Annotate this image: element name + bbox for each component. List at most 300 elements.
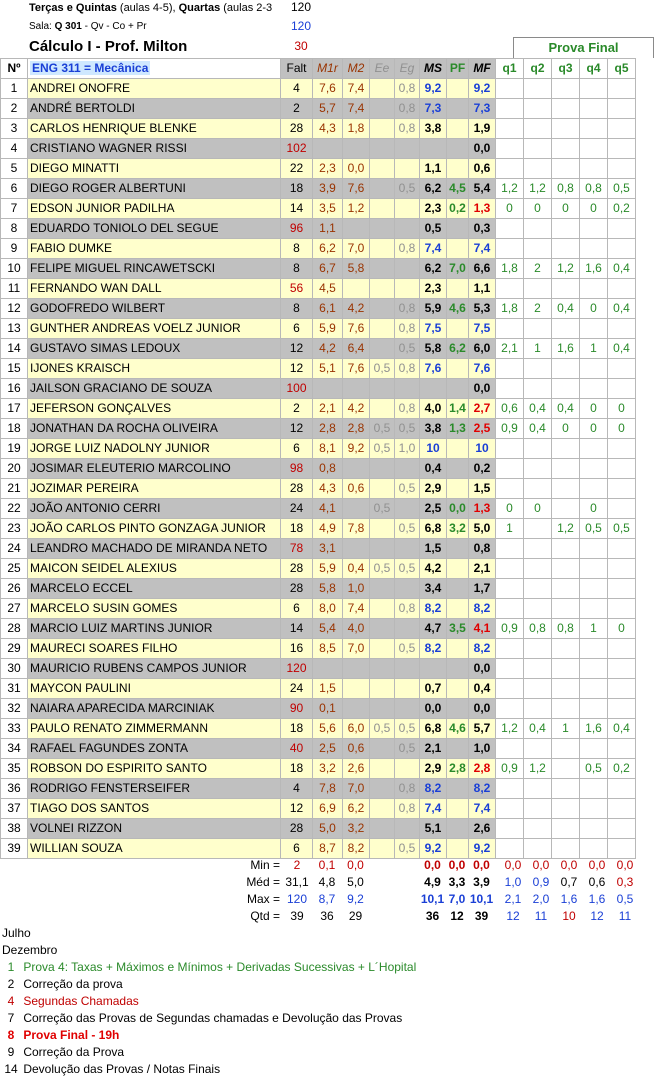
q1-cell [496,159,524,179]
q3-cell [552,779,580,799]
eg-cell: 0,5 [395,839,420,859]
m1r-cell: 6,1 [313,299,343,319]
ee-cell [370,219,395,239]
row-number: 7 [1,199,28,219]
m1r-cell: 2,1 [313,399,343,419]
absences-cell: 4 [281,79,313,99]
student-name: JORGE LUIZ NADOLNY JUNIOR [28,439,281,459]
q5-cell: 0,5 [608,179,636,199]
m2-cell [343,539,370,559]
ee-cell [370,339,395,359]
q3-cell [552,359,580,379]
student-name: DIEGO ROGER ALBERTUNI [28,179,281,199]
pf-cell: 7,0 [447,259,469,279]
row-number: 4 [1,139,28,159]
row-number: 20 [1,459,28,479]
pf-cell: 0,0 [447,499,469,519]
col-q3: q3 [552,59,580,79]
col-q2: q2 [524,59,552,79]
pf-cell: 3,5 [447,619,469,639]
schedule-days-1: Terças e Quintas [29,2,117,14]
stat-ms: 10,1 [420,892,445,906]
student-name: RAFAEL FAGUNDES ZONTA [28,739,281,759]
m1r-cell: 6,2 [313,239,343,259]
absences-cell: 120 [281,659,313,679]
q1-cell [496,279,524,299]
ee-cell [370,619,395,639]
table-row [1,679,636,699]
absences-cell: 40 [281,739,313,759]
mf-cell: 2,5 [469,419,496,439]
mf-cell: 8,2 [469,779,496,799]
ee-cell [370,199,395,219]
q2-cell: 0,8 [524,619,552,639]
m2-cell: 7,0 [343,779,370,799]
absences-cell: 12 [281,359,313,379]
ee-cell [370,599,395,619]
q2-cell [524,279,552,299]
row-number: 38 [1,819,28,839]
absences-cell: 18 [281,759,313,779]
absences-cell: 12 [281,419,313,439]
stat-mf: 3,9 [473,875,490,889]
q2-cell [524,659,552,679]
ee-cell [370,519,395,539]
student-name: WILLIAN SOUZA [28,839,281,859]
col-mf: MF [469,59,496,79]
m2-cell [343,679,370,699]
pf-cell: 2,8 [447,759,469,779]
eg-cell: 0,8 [395,779,420,799]
q5-cell [608,559,636,579]
absences-cell: 28 [281,819,313,839]
mf-cell: 0,6 [469,159,496,179]
row-number: 31 [1,679,28,699]
mf-cell: 0,0 [469,659,496,679]
mf-cell: 1,3 [469,499,496,519]
ms-cell: 0,7 [420,679,447,699]
q2-cell [524,579,552,599]
student-name: ANDRÉ BERTOLDI [28,99,281,119]
row-number: 27 [1,599,28,619]
q5-cell [608,459,636,479]
q3-cell [552,539,580,559]
absences-cell: 100 [281,379,313,399]
mf-cell: 7,6 [469,359,496,379]
col-ee: Ee [370,59,395,79]
mf-cell: 4,1 [469,619,496,639]
eg-cell [395,219,420,239]
table-row [1,539,636,559]
stat-ms: 36 [425,909,440,923]
q2-cell [524,599,552,619]
q5-cell [608,139,636,159]
eg-cell [395,679,420,699]
q5-cell: 0,5 [608,519,636,539]
row-number: 19 [1,439,28,459]
row-number: 2 [1,99,28,119]
q2-cell [524,679,552,699]
q5-cell [608,579,636,599]
q3-cell: 1,6 [552,339,580,359]
m1r-cell [313,379,343,399]
mf-cell: 1,9 [469,119,496,139]
stat-ms: 0,0 [424,858,441,872]
ee-cell [370,79,395,99]
q3-cell [552,479,580,499]
student-name: MARCIO LUIZ MARTINS JUNIOR [28,619,281,639]
q1-cell [496,239,524,259]
q2-cell [524,379,552,399]
absences-cell: 18 [281,179,313,199]
stat-falt: 2 [293,858,301,872]
row-number: 29 [1,639,28,659]
pf-cell [447,539,469,559]
absences-cell: 102 [281,139,313,159]
mf-cell: 0,8 [469,539,496,559]
calendar-day: 7 [7,1011,15,1025]
pf-cell [447,559,469,579]
mf-cell: 1,1 [469,279,496,299]
student-name: MAICON SEIDEL ALEXIUS [28,559,281,579]
q5-cell [608,159,636,179]
pf-cell [447,679,469,699]
absences-cell: 6 [281,319,313,339]
absences-cell: 90 [281,699,313,719]
absences-cell: 24 [281,679,313,699]
m1r-cell: 5,6 [313,719,343,739]
pf-cell: 1,3 [447,419,469,439]
m1r-cell: 7,6 [313,79,343,99]
student-name: GODOFREDO WILBERT [28,299,281,319]
q5-cell [608,319,636,339]
col-q5: q5 [608,59,636,79]
q3-cell [552,659,580,679]
row-number: 13 [1,319,28,339]
m2-cell: 7,4 [343,599,370,619]
eg-cell: 0,5 [395,719,420,739]
col-m1r: M1r [313,59,343,79]
col-pf: PF [447,59,469,79]
table-row [1,159,636,179]
q1-cell [496,639,524,659]
m1r-cell: 2,8 [313,419,343,439]
ee-cell: 0,5 [370,419,395,439]
table-row [1,439,636,459]
table-row [1,839,636,859]
student-name: FELIPE MIGUEL RINCAWETSCKI [28,259,281,279]
stat-q2: 0,9 [532,875,550,889]
pf-cell [447,659,469,679]
q1-cell [496,699,524,719]
q3-cell [552,579,580,599]
q2-cell [524,139,552,159]
prova-final-header: Prova Final [513,37,654,58]
col-ms: MS [420,59,447,79]
m1r-cell: 0,8 [313,459,343,479]
ms-cell [420,139,447,159]
table-row [1,719,636,739]
q2-cell: 1 [524,339,552,359]
q5-cell [608,219,636,239]
q5-cell [608,659,636,679]
q3-cell [552,139,580,159]
q3-cell: 1,2 [552,519,580,539]
eg-cell: 0,5 [395,479,420,499]
m1r-cell: 3,1 [313,539,343,559]
ee-cell [370,119,395,139]
q3-cell [552,99,580,119]
absences-cell: 24 [281,499,313,519]
pf-cell [447,99,469,119]
mf-cell: 5,0 [469,519,496,539]
calendar-day: 8 [7,1028,15,1042]
absences-cell: 96 [281,219,313,239]
q5-cell [608,439,636,459]
m1r-cell: 6,7 [313,259,343,279]
ee-cell [370,399,395,419]
q4-cell [580,539,608,559]
m1r-cell: 4,2 [313,339,343,359]
q5-cell [608,799,636,819]
q2-cell: 0,4 [524,399,552,419]
eg-cell: 0,5 [395,339,420,359]
m2-cell: 8,2 [343,839,370,859]
table-row [1,699,636,719]
student-name: CARLOS HENRIQUE BLENKE [28,119,281,139]
calendar-item [2,1061,220,1078]
month-december: Dezembro [2,943,58,957]
mf-cell: 2,1 [469,559,496,579]
q3-cell [552,239,580,259]
pf-cell: 0,2 [447,199,469,219]
q3-cell: 1,2 [552,259,580,279]
ms-cell: 7,4 [420,239,447,259]
table-row [1,479,636,499]
eg-cell: 0,8 [395,99,420,119]
col-course [28,59,281,79]
pf-cell [447,739,469,759]
pf-cell [447,379,469,399]
ms-cell: 8,2 [420,639,447,659]
ee-cell [370,679,395,699]
mf-cell: 6,6 [469,259,496,279]
ee-cell [370,179,395,199]
q1-cell: 0,9 [496,419,524,439]
m2-cell [343,499,370,519]
stat-q1: 12 [506,909,520,923]
m2-cell: 4,2 [343,299,370,319]
absences-cell: 8 [281,299,313,319]
eg-cell [395,619,420,639]
q1-cell [496,599,524,619]
q1-cell [496,379,524,399]
ms-cell: 1,5 [420,539,447,559]
q4-cell [580,359,608,379]
ms-cell: 9,2 [420,79,447,99]
stat-pf: 3,3 [448,875,466,889]
m1r-cell: 3,2 [313,759,343,779]
row-number: 18 [1,419,28,439]
table-row [1,399,636,419]
eg-cell [395,659,420,679]
m1r-cell: 2,5 [313,739,343,759]
q1-cell [496,119,524,139]
pf-cell [447,159,469,179]
calendar-text: Correção das Provas de Segundas chamadas e Devolução das Provas [20,1011,403,1025]
absences-cell: 12 [281,339,313,359]
mf-cell: 1,7 [469,579,496,599]
student-name: NAIARA APARECIDA MARCINIAK [28,699,281,719]
ee-cell [370,759,395,779]
calendar-item [2,993,139,1010]
stat-m2: 5,0 [347,875,364,889]
eg-cell [395,499,420,519]
q5-cell: 0 [608,619,636,639]
q2-cell [524,239,552,259]
row-number: 37 [1,799,28,819]
q3-cell: 1 [552,719,580,739]
eg-cell [395,379,420,399]
q1-cell [496,439,524,459]
stat-mf: 39 [474,909,489,923]
q4-cell [580,799,608,819]
m1r-cell: 5,9 [313,319,343,339]
q3-cell: 0 [552,419,580,439]
q3-cell [552,679,580,699]
q2-cell [524,539,552,559]
absences-cell: 28 [281,559,313,579]
pf-cell [447,459,469,479]
student-name: FABIO DUMKE [28,239,281,259]
m2-cell: 6,4 [343,339,370,359]
eg-cell: 0,8 [395,799,420,819]
ee-cell: 0,5 [370,359,395,379]
q3-cell: 0,8 [552,619,580,639]
student-name: JONATHAN DA ROCHA OLIVEIRA [28,419,281,439]
calendar-item [2,1027,119,1044]
table-row [1,799,636,819]
m2-cell: 6,2 [343,799,370,819]
q1-cell [496,359,524,379]
table-row [1,199,636,219]
absences-cell: 28 [281,479,313,499]
ee-cell [370,479,395,499]
q5-cell [608,639,636,659]
table-row [1,819,636,839]
student-name: ROBSON DO ESPIRITO SANTO [28,759,281,779]
stat-q4: 12 [590,909,604,923]
eg-cell [395,279,420,299]
row-number: 24 [1,539,28,559]
eg-cell: 0,5 [395,419,420,439]
pf-cell [447,799,469,819]
mf-cell: 7,4 [469,799,496,819]
pf-cell [447,599,469,619]
m1r-cell: 6,9 [313,799,343,819]
eg-cell: 0,5 [395,739,420,759]
q2-cell [524,559,552,579]
student-name: LEANDRO MACHADO DE MIRANDA NETO [28,539,281,559]
calendar-day: 1 [7,960,15,974]
q4-cell [580,119,608,139]
q4-cell [580,239,608,259]
stat-m1r: 0,1 [318,858,336,872]
pf-cell [447,779,469,799]
q5-cell: 0,4 [608,719,636,739]
pf-cell [447,279,469,299]
stat-falt: 39 [290,909,304,923]
stat-q4: 0,0 [588,858,606,872]
q4-cell [580,819,608,839]
eg-cell [395,199,420,219]
q1-cell [496,779,524,799]
absences-cell: 4 [281,779,313,799]
q3-cell [552,439,580,459]
m2-cell [343,219,370,239]
q1-cell [496,659,524,679]
q2-cell [524,79,552,99]
q2-cell [524,359,552,379]
ee-cell: 0,5 [370,439,395,459]
ms-cell: 2,5 [420,499,447,519]
m1r-cell: 5,7 [313,99,343,119]
absences-cell: 8 [281,239,313,259]
table-row [1,599,636,619]
q4-cell [580,379,608,399]
q2-cell [524,459,552,479]
table-row [1,179,636,199]
q3-cell [552,759,580,779]
student-name: JOÃO CARLOS PINTO GONZAGA JUNIOR [28,519,281,539]
ms-cell: 7,5 [420,319,447,339]
ms-cell: 3,8 [420,119,447,139]
table-row [1,619,636,639]
q5-cell: 0 [608,399,636,419]
student-name: GUNTHER ANDREAS VOELZ JUNIOR [28,319,281,339]
calendar-text: Segundas Chamadas [20,994,139,1008]
mf-cell: 6,0 [469,339,496,359]
ms-cell: 5,8 [420,339,447,359]
col-eg: Eg [395,59,420,79]
q5-cell [608,739,636,759]
q2-cell: 1,2 [524,179,552,199]
row-number: 6 [1,179,28,199]
q2-cell [524,799,552,819]
q3-cell: 0,8 [552,179,580,199]
schedule-days-2: Quartas [178,2,221,14]
student-name: PAULO RENATO ZIMMERMANN [28,719,281,739]
ms-cell: 9,2 [420,839,447,859]
eg-cell: 0,5 [395,639,420,659]
row-number: 28 [1,619,28,639]
row-number: 15 [1,359,28,379]
ms-cell: 7,6 [420,359,447,379]
m2-cell: 6,0 [343,719,370,739]
eg-cell: 0,8 [395,119,420,139]
ms-cell: 0,5 [420,219,447,239]
mf-cell: 0,0 [469,139,496,159]
row-number: 14 [1,339,28,359]
row-number: 30 [1,659,28,679]
student-name: MARCELO ECCEL [28,579,281,599]
ms-cell: 6,8 [420,719,447,739]
q3-cell [552,379,580,399]
mf-cell: 0,0 [469,379,496,399]
m2-cell: 0,0 [343,159,370,179]
stat-label: Max = [246,892,280,906]
row-number: 17 [1,399,28,419]
